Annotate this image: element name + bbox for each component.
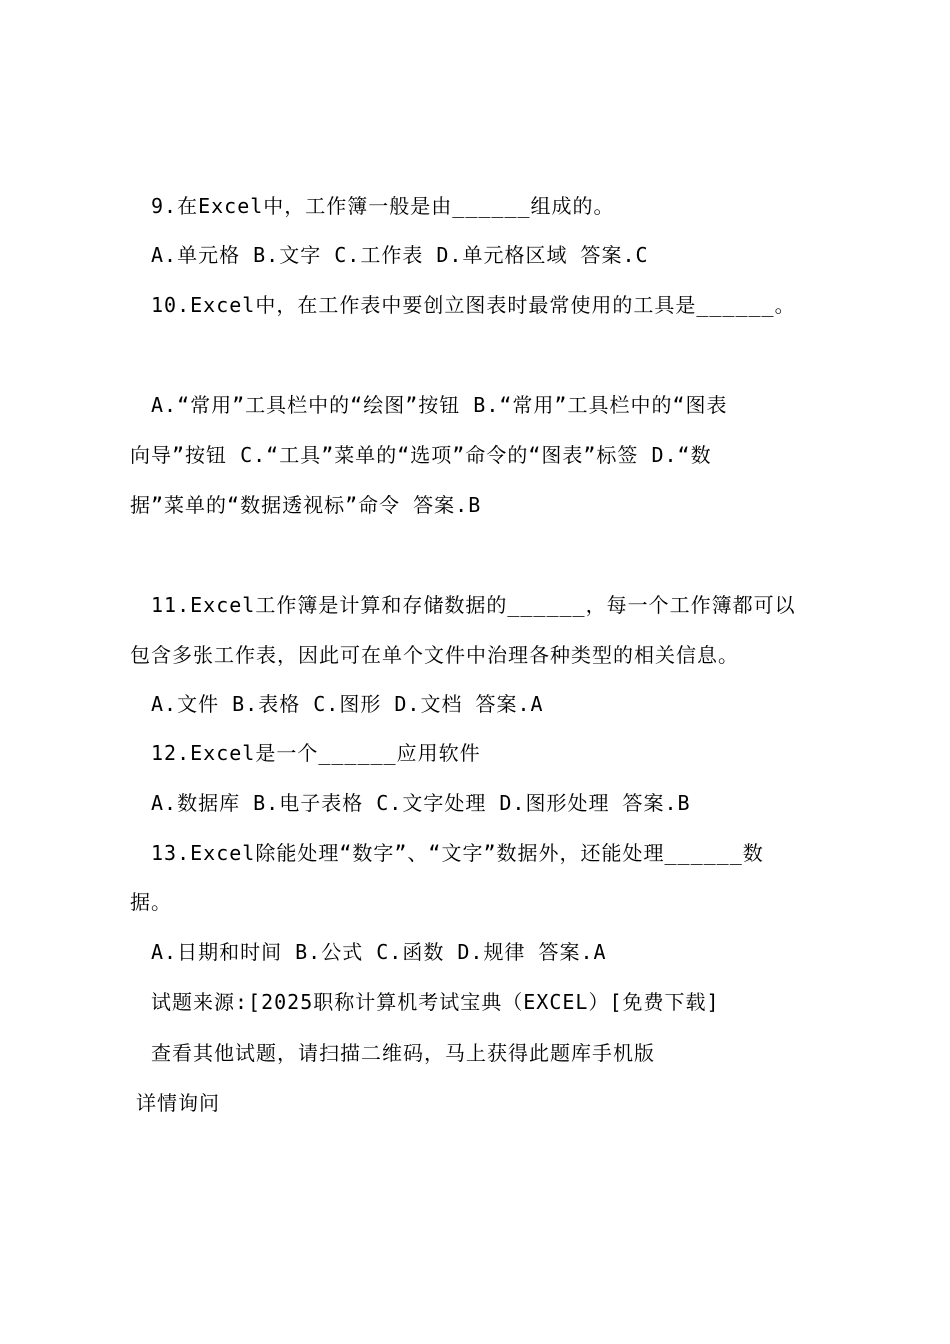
details-inquiry-link[interactable]: 详情询问 <box>136 1091 220 1115</box>
question-10-options-line-2: 向导”按钮 C.“工具”菜单的“选项”命令的“图表”标签 D.“数 <box>130 443 712 467</box>
question-11-options: A.文件 B.表格 C.图形 D.文档 答案.A <box>130 692 544 716</box>
question-10-options-line-3: 据”菜单的“数据透视标”命令 答案.B <box>130 493 482 517</box>
question-9-text: 9.在Excel中，工作簿一般是由______组成的。 <box>130 194 615 218</box>
question-12-options: A.数据库 B.电子表格 C.文字处理 D.图形处理 答案.B <box>130 791 691 815</box>
question-13-options: A.日期和时间 B.公式 C.函数 D.规律 答案.A <box>130 940 607 964</box>
question-10-text: 10.Excel中，在工作表中要创立图表时最常使用的工具是______。 <box>130 293 796 317</box>
question-9-options: A.单元格 B.文字 C.工作表 D.单元格区域 答案.C <box>130 243 649 267</box>
question-10-options-line-1: A.“常用”工具栏中的“绘图”按钮 B.“常用”工具栏中的“图表 <box>130 393 728 417</box>
question-13-text-line-1: 13.Excel除能处理“数字”、“文字”数据外，还能处理______数 <box>130 841 764 865</box>
question-12-text: 12.Excel是一个______应用软件 <box>130 741 481 765</box>
source-note: 试题来源:[2025职称计算机考试宝典（EXCEL）[免费下载] <box>130 990 720 1014</box>
qr-code-note: 查看其他试题，请扫描二维码，马上获得此题库手机版 <box>130 1041 655 1065</box>
question-13-text-line-2: 据。 <box>130 890 172 914</box>
question-11-text-line-2: 包含多张工作表，因此可在单个文件中治理各种类型的相关信息。 <box>130 643 739 667</box>
question-11-text-line-1: 11.Excel工作簿是计算和存储数据的______，每一个工作簿都可以 <box>130 593 796 617</box>
